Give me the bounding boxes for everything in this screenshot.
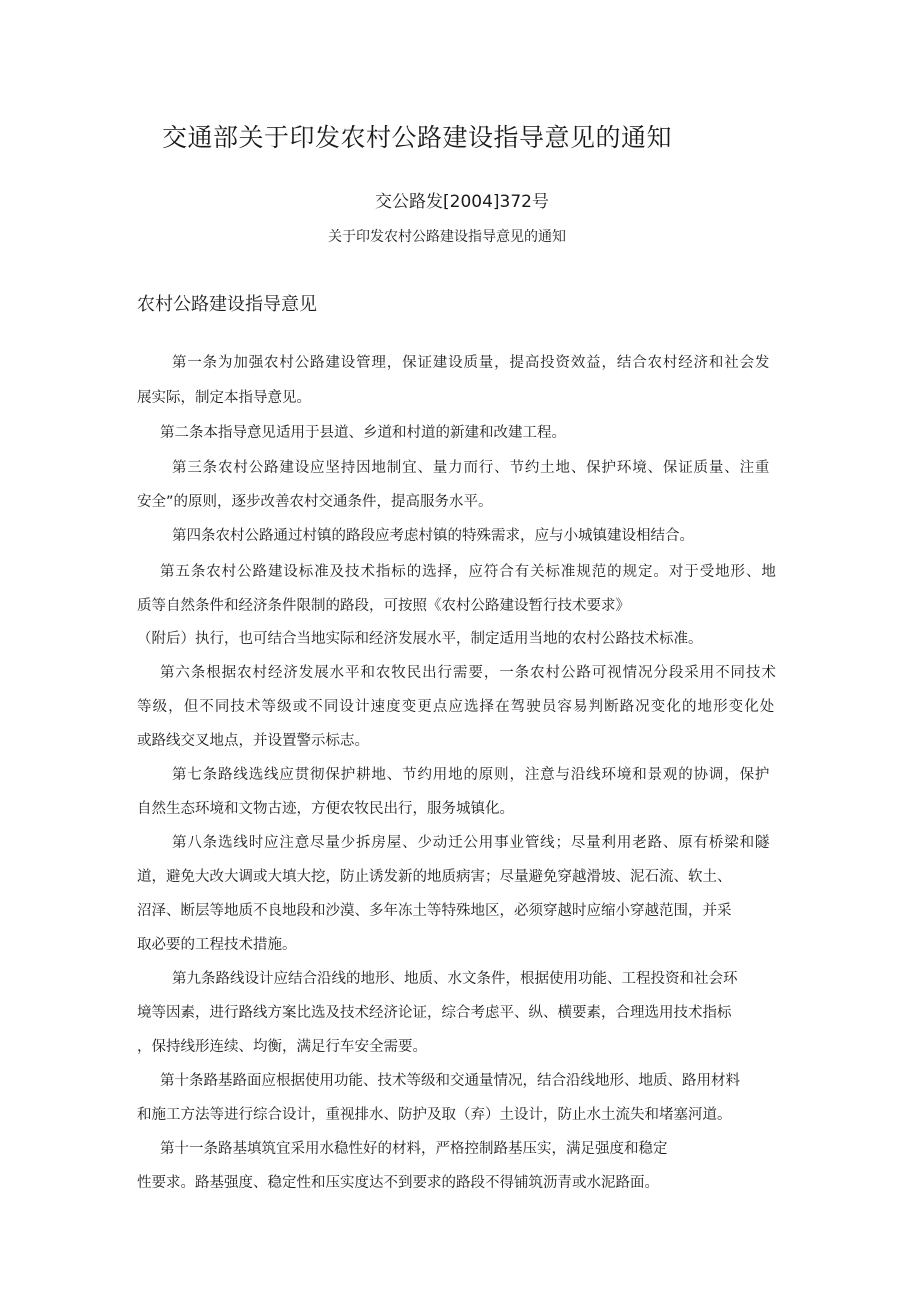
- body-line: 和施工方法等进行综合设计，重视排水、防护及取（弃）土设计，防止水土流失和堵塞河道。: [137, 1107, 732, 1123]
- document-subtitle: 关于印发农村公路建设指导意见的通知: [328, 229, 566, 245]
- body-line: 第一条为加强农村公路建设管理，保证建设质量，提高投资效益，结合农村经济和社会发: [172, 355, 771, 371]
- body-line: 境等因素，进行路线方案比选及技术经济论证，综合考虑平、纵、横要素，合理选用技术指标: [137, 1005, 732, 1021]
- body-line: 安全”的原则，逐步改善农村交通条件，提高服务水平。: [137, 494, 493, 510]
- body-line: ，保持线形连续、均衡，满足行车安全需要。: [137, 1039, 427, 1055]
- body-line: 性要求。路基强度、稳定性和压实度达不到要求的路段不得铺筑沥青或水泥路面。: [137, 1175, 659, 1191]
- body-line: 质等自然条件和经济条件限制的路段，可按照《农村公路建设暂行技术要求》: [137, 598, 630, 614]
- body-line: 自然生态环境和文物古迹，方便农牧民出行，服务城镇化。: [137, 801, 514, 817]
- body-line: 第七条路线选线应贯彻保护耕地、节约用地的原则，注意与沿线环境和景观的协调，保护: [172, 767, 771, 783]
- body-line: 第六条根据农村经济发展水平和农牧民出行需要，一条农村公路可视情况分段采用不同技术: [160, 665, 777, 681]
- body-line: 第十条路基路面应根据使用功能、技术等级和交通量情况，结合沿线地形、地质、路用材料: [160, 1073, 740, 1089]
- document-number: 交公路发[2004]372号: [375, 192, 549, 212]
- body-line: 第八条选线时应注意尽量少拆房屋、少动迁公用事业管线；尽量利用老路、原有桥梁和隧: [172, 835, 771, 851]
- body-line: 第四条农村公路通过村镇的路段应考虑村镇的特殊需求，应与小城镇建设相结合。: [172, 528, 694, 544]
- body-line: 道，避免大改大调或大填大挖，防止诱发新的地质病害；尽量避免穿越滑坡、泥石流、软土、: [137, 869, 732, 885]
- body-line: 或路线交叉地点，并设置警示标志。: [137, 733, 369, 749]
- body-line: 沼泽、断层等地质不良地段和沙漠、多年冻土等特殊地区，必须穿越时应缩小穿越范围，并采: [137, 903, 732, 919]
- document-title: 交通部关于印发农村公路建设指导意见的通知: [162, 123, 673, 152]
- body-line: 等级，但不同技术等级或不同设计速度变更点应选择在驾驶员容易判断路况变化的地形变化处: [137, 699, 776, 715]
- body-line: 展实际，制定本指导意见。: [137, 390, 311, 406]
- section-heading: 农村公路建设指导意见: [137, 294, 317, 315]
- body-line: 第五条农村公路建设标准及技术指标的选择，应符合有关标准规范的规定。对于受地形、地: [160, 564, 777, 580]
- body-line: 第十一条路基填筑宜采用水稳性好的材料，严格控制路基压实，满足强度和稳定: [160, 1141, 668, 1157]
- body-line: （附后）执行，也可结合当地实际和经济发展水平，制定适用当地的农村公路技术标准。: [137, 631, 703, 647]
- body-line: 第二条本指导意见适用于县道、乡道和村道的新建和改建工程。: [160, 425, 566, 441]
- body-line: 第九条路线设计应结合沿线的地形、地质、水文条件，根据使用功能、工程投资和社会环: [172, 971, 738, 987]
- body-line: 取必要的工程技术措施。: [137, 937, 297, 953]
- body-line: 第三条农村公路建设应坚持因地制宜、量力而行、节约土地、保护环境、保证质量、注重: [172, 460, 771, 476]
